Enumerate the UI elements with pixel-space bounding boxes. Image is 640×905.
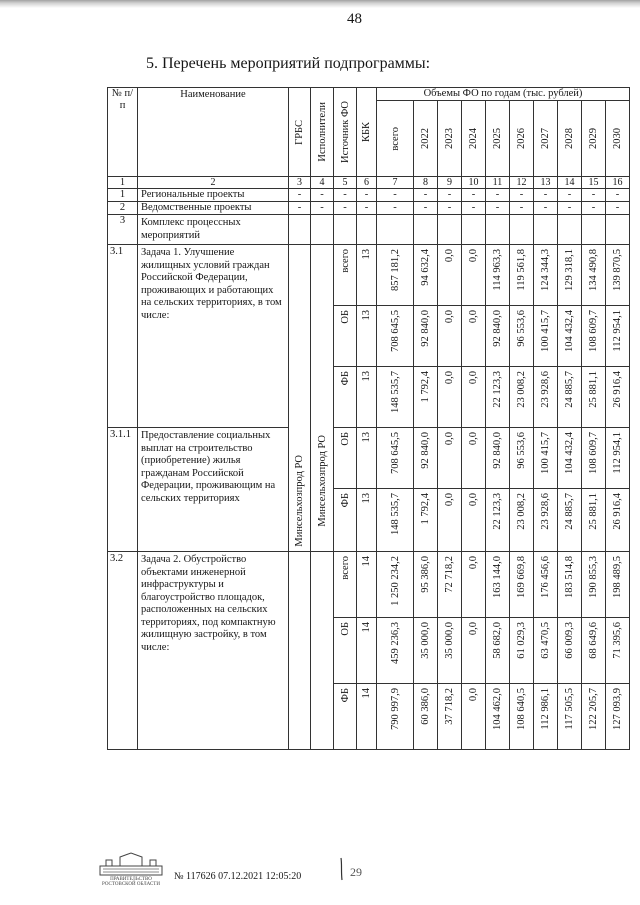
table-row xyxy=(108,552,630,618)
value-cell: 0,0 xyxy=(438,367,462,428)
value-cell: 108 609,7 xyxy=(582,428,606,489)
value-cell: 0,0 xyxy=(462,245,486,306)
header-year: 2022 xyxy=(414,101,438,177)
value-cell: 23 928,6 xyxy=(534,489,558,552)
value-cell: 1 792,4 xyxy=(414,489,438,552)
value-cell: 22 123,3 xyxy=(486,489,510,552)
value-cell: 112 954,1 xyxy=(606,306,630,367)
value-cell: 127 093,9 xyxy=(606,684,630,750)
dash: - xyxy=(334,189,357,202)
value-cell: 100 415,7 xyxy=(534,306,558,367)
kbk-cell: 13 xyxy=(357,428,377,489)
column-number: 11 xyxy=(486,177,510,189)
value-cell: 23 008,2 xyxy=(510,489,534,552)
value-cell: 37 718,2 xyxy=(438,684,462,750)
row-no: 2 xyxy=(108,202,138,215)
dash: - xyxy=(438,189,462,202)
value-cell: 0,0 xyxy=(438,306,462,367)
header-executors: Исполнители xyxy=(311,88,334,177)
row-name: Задача 1. Улучшение жилищных условий граждан Российской Федерации, проживающих и работающих на сельских территориях, в том числе: xyxy=(138,245,289,428)
dash: - xyxy=(438,202,462,215)
column-number: 10 xyxy=(462,177,486,189)
header-source: Источник ФО xyxy=(334,88,357,177)
value-cell: 95 386,0 xyxy=(414,552,438,618)
value-cell: 0,0 xyxy=(438,428,462,489)
value-cell: 92 840,0 xyxy=(486,428,510,489)
value-cell: 92 840,0 xyxy=(414,306,438,367)
page-number: 48 xyxy=(347,11,362,27)
value-cell: 35 000,0 xyxy=(438,618,462,684)
source-cell: всего xyxy=(334,245,357,306)
signature-icon xyxy=(338,856,374,882)
value-cell: 459 236,3 xyxy=(377,618,414,684)
dash: - xyxy=(311,202,334,215)
value-cell: 68 649,6 xyxy=(582,618,606,684)
source-cell: всего xyxy=(334,552,357,618)
value-cell: 104 462,0 xyxy=(486,684,510,750)
scan-edge-shadow xyxy=(0,0,640,9)
dash: - xyxy=(357,202,377,215)
column-number: 1 xyxy=(108,177,138,189)
section-heading: 5. Перечень мероприятий подпрограммы: xyxy=(146,55,431,72)
header-year: 2024 xyxy=(462,101,486,177)
kbk-cell: 13 xyxy=(357,367,377,428)
value-cell: 60 386,0 xyxy=(414,684,438,750)
value-cell: 124 344,3 xyxy=(534,245,558,306)
value-cell: 0,0 xyxy=(462,306,486,367)
header-year: 2028 xyxy=(558,101,582,177)
row-no: 1 xyxy=(108,189,138,202)
source-cell: ФБ xyxy=(334,489,357,552)
header-year: 2030 xyxy=(606,101,630,177)
value-cell: 104 432,4 xyxy=(558,428,582,489)
stamp-caption: ПРАВИТЕЛЬСТВО РОСТОВСКОЙ ОБЛАСТИ xyxy=(102,877,160,887)
dash: - xyxy=(377,189,414,202)
value-cell: 1 250 234,2 xyxy=(377,552,414,618)
value-cell: 0,0 xyxy=(462,618,486,684)
dash: - xyxy=(558,189,582,202)
document-registration-mark: № 117626 07.12.2021 12:05:20 xyxy=(174,871,302,882)
row-name: Региональные проекты xyxy=(138,189,289,202)
column-number: 14 xyxy=(558,177,582,189)
column-number: 9 xyxy=(438,177,462,189)
column-number: 2 xyxy=(138,177,289,189)
column-number: 16 xyxy=(606,177,630,189)
column-number: 4 xyxy=(311,177,334,189)
header-kbk: КБК xyxy=(357,88,377,177)
row-no: 3 xyxy=(108,215,138,245)
value-cell: 23 008,2 xyxy=(510,367,534,428)
dash: - xyxy=(289,202,311,215)
header-year: 2027 xyxy=(534,101,558,177)
value-cell: 104 432,4 xyxy=(558,306,582,367)
value-cell: 148 535,7 xyxy=(377,367,414,428)
dash: - xyxy=(486,189,510,202)
table-row xyxy=(108,215,630,245)
building-emblem-icon xyxy=(98,852,164,876)
source-cell: ОБ xyxy=(334,428,357,489)
table-row xyxy=(108,245,630,306)
value-cell: 24 885,7 xyxy=(558,489,582,552)
value-cell: 72 718,2 xyxy=(438,552,462,618)
table-row xyxy=(108,202,630,215)
grbs-cell: Минсельхозпрод РО xyxy=(289,245,311,552)
value-cell: 119 561,8 xyxy=(510,245,534,306)
dash: - xyxy=(606,202,630,215)
header-year: 2026 xyxy=(510,101,534,177)
dash: - xyxy=(414,202,438,215)
value-cell: 122 205,7 xyxy=(582,684,606,750)
header-year: 2025 xyxy=(486,101,510,177)
value-cell: 0,0 xyxy=(462,684,486,750)
value-cell: 26 916,4 xyxy=(606,489,630,552)
header-total: всего xyxy=(377,101,414,177)
value-cell: 1 792,4 xyxy=(414,367,438,428)
value-cell: 108 609,7 xyxy=(582,306,606,367)
dash: - xyxy=(606,189,630,202)
dash: - xyxy=(311,189,334,202)
source-cell: ФБ xyxy=(334,367,357,428)
kbk-cell: 13 xyxy=(357,306,377,367)
header-no: № п/п xyxy=(108,88,138,177)
value-cell: 94 632,4 xyxy=(414,245,438,306)
value-cell: 857 181,2 xyxy=(377,245,414,306)
column-number: 5 xyxy=(334,177,357,189)
value-cell: 25 881,1 xyxy=(582,367,606,428)
source-cell: ФБ xyxy=(334,684,357,750)
table-row xyxy=(108,428,630,489)
source-cell: ОБ xyxy=(334,306,357,367)
column-number: 3 xyxy=(289,177,311,189)
value-cell: 35 000,0 xyxy=(414,618,438,684)
value-cell: 112 954,1 xyxy=(606,428,630,489)
row-name: Ведомственные проекты xyxy=(138,202,289,215)
value-cell: 169 669,8 xyxy=(510,552,534,618)
value-cell: 183 514,8 xyxy=(558,552,582,618)
value-cell: 190 855,3 xyxy=(582,552,606,618)
column-number: 15 xyxy=(582,177,606,189)
header-year: 2023 xyxy=(438,101,462,177)
value-cell: 100 415,7 xyxy=(534,428,558,489)
row-name: Комплекс процессных мероприятий xyxy=(138,215,289,245)
column-number: 13 xyxy=(534,177,558,189)
value-cell: 71 395,6 xyxy=(606,618,630,684)
value-cell: 0,0 xyxy=(462,367,486,428)
value-cell: 0,0 xyxy=(462,428,486,489)
value-cell: 139 870,5 xyxy=(606,245,630,306)
dash: - xyxy=(357,189,377,202)
header-name: Наименование xyxy=(138,88,289,177)
value-cell: 134 490,8 xyxy=(582,245,606,306)
dash: - xyxy=(510,202,534,215)
column-number: 7 xyxy=(377,177,414,189)
column-number: 6 xyxy=(357,177,377,189)
kbk-cell: 13 xyxy=(357,489,377,552)
value-cell: 61 029,3 xyxy=(510,618,534,684)
executors-cell: Минсельхозпрод РО xyxy=(311,245,334,552)
header-volumes: Объемы ФО по годам (тыс. рублей) xyxy=(377,88,630,101)
row-no: 3.2 xyxy=(108,552,138,750)
dash: - xyxy=(462,202,486,215)
dash: - xyxy=(486,202,510,215)
dash: - xyxy=(462,189,486,202)
column-number: 12 xyxy=(510,177,534,189)
kbk-cell: 13 xyxy=(357,245,377,306)
value-cell: 25 881,1 xyxy=(582,489,606,552)
dash: - xyxy=(510,189,534,202)
value-cell: 23 928,6 xyxy=(534,367,558,428)
value-cell: 26 916,4 xyxy=(606,367,630,428)
value-cell: 0,0 xyxy=(462,489,486,552)
value-cell: 92 840,0 xyxy=(486,306,510,367)
header-year: 2029 xyxy=(582,101,606,177)
row-no: 3.1.1 xyxy=(108,428,138,552)
value-cell: 129 318,1 xyxy=(558,245,582,306)
value-cell: 92 840,0 xyxy=(414,428,438,489)
value-cell: 96 553,6 xyxy=(510,306,534,367)
value-cell: 198 489,5 xyxy=(606,552,630,618)
dash: - xyxy=(534,202,558,215)
measures-table xyxy=(107,87,630,750)
value-cell: 22 123,3 xyxy=(486,367,510,428)
value-cell: 58 682,0 xyxy=(486,618,510,684)
value-cell: 790 997,9 xyxy=(377,684,414,750)
value-cell: 148 535,7 xyxy=(377,489,414,552)
dash: - xyxy=(289,189,311,202)
signature-mark xyxy=(338,856,374,887)
value-cell: 66 009,3 xyxy=(558,618,582,684)
kbk-cell: 14 xyxy=(357,552,377,618)
government-stamp xyxy=(98,852,164,887)
dash: - xyxy=(414,189,438,202)
value-cell: 63 470,5 xyxy=(534,618,558,684)
value-cell: 0,0 xyxy=(462,552,486,618)
dash: - xyxy=(582,189,606,202)
value-cell: 24 885,7 xyxy=(558,367,582,428)
column-number: 8 xyxy=(414,177,438,189)
dash: - xyxy=(377,202,414,215)
dash: - xyxy=(534,189,558,202)
value-cell: 108 640,5 xyxy=(510,684,534,750)
value-cell: 112 986,1 xyxy=(534,684,558,750)
dash: - xyxy=(334,202,357,215)
table-row xyxy=(108,189,630,202)
source-cell: ОБ xyxy=(334,618,357,684)
kbk-cell: 14 xyxy=(357,618,377,684)
row-name: Предоставление социальных выплат на строительство (приобретение) жилья гражданам Российской Федерации, проживающим на сельских территориях xyxy=(138,428,289,552)
dash: - xyxy=(558,202,582,215)
kbk-cell: 14 xyxy=(357,684,377,750)
svg-text:29: 29 xyxy=(350,865,362,879)
value-cell: 708 645,5 xyxy=(377,306,414,367)
dash: - xyxy=(582,202,606,215)
row-name: Задача 2. Обустройство объектами инженерной инфраструктуры и благоустройство площадок, расположенных на сельских территориях, под компактную жилищную застройку, в том числе: xyxy=(138,552,289,750)
value-cell: 96 553,6 xyxy=(510,428,534,489)
value-cell: 708 645,5 xyxy=(377,428,414,489)
value-cell: 176 456,6 xyxy=(534,552,558,618)
header-grbs: ГРБС xyxy=(289,88,311,177)
value-cell: 0,0 xyxy=(438,489,462,552)
value-cell: 163 144,0 xyxy=(486,552,510,618)
value-cell: 117 505,5 xyxy=(558,684,582,750)
row-no: 3.1 xyxy=(108,245,138,428)
value-cell: 114 963,3 xyxy=(486,245,510,306)
value-cell: 0,0 xyxy=(438,245,462,306)
